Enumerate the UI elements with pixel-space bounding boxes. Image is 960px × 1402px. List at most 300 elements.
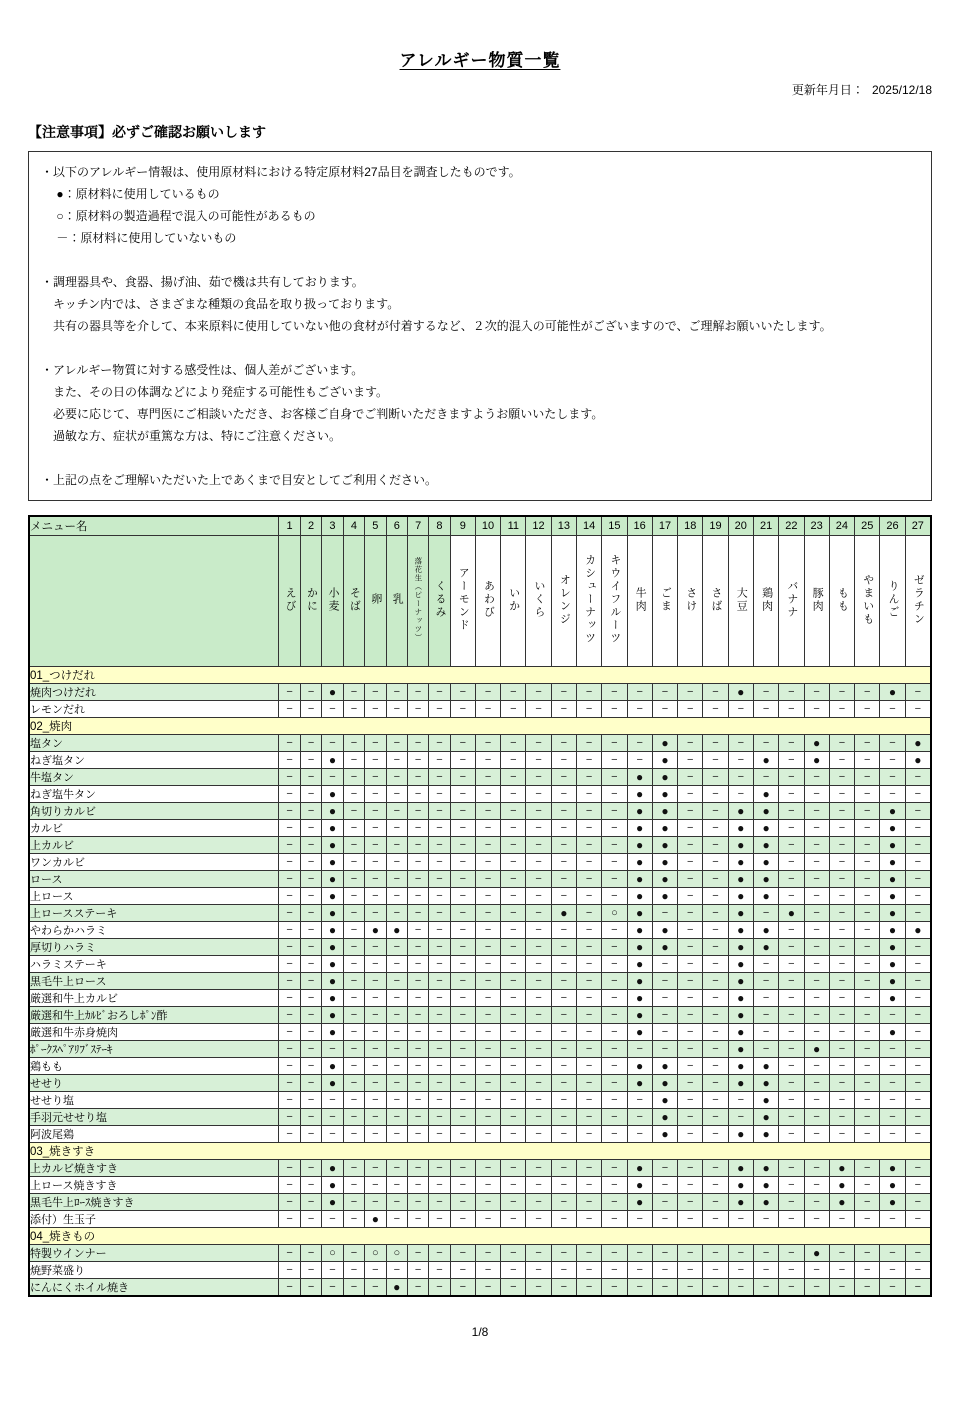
allergen-mark-cell: ●: [753, 1177, 778, 1194]
allergen-mark-cell: −: [678, 922, 703, 939]
allergen-mark-cell: −: [551, 684, 576, 701]
allergen-column-number: 20: [728, 516, 753, 536]
note-line: [41, 447, 919, 469]
menu-item-label: 黒毛牛上ﾛｰｽ焼きすき: [29, 1194, 279, 1211]
allergen-mark-cell: −: [365, 1262, 386, 1279]
allergen-mark-cell: −: [343, 973, 364, 990]
allergen-column-name: [343, 536, 364, 667]
allergen-mark-cell: −: [450, 1177, 475, 1194]
allergen-mark-cell: −: [300, 1007, 321, 1024]
allergen-mark-cell: −: [905, 854, 931, 871]
allergen-mark-cell: −: [576, 1109, 601, 1126]
allergen-column-name: [880, 536, 905, 667]
allergen-mark-cell: −: [526, 1279, 551, 1297]
allergen-mark-cell: −: [576, 684, 601, 701]
allergen-mark-cell: −: [386, 803, 407, 820]
allergen-mark-cell: −: [450, 1211, 475, 1228]
allergen-mark-cell: −: [526, 905, 551, 922]
allergen-mark-cell: ●: [728, 1126, 753, 1143]
allergen-mark-cell: ●: [728, 871, 753, 888]
allergen-mark-cell: −: [829, 854, 854, 871]
allergen-mark-cell: −: [703, 820, 728, 837]
allergen-mark-cell: −: [678, 803, 703, 820]
allergen-column-number: 27: [905, 516, 931, 536]
allergen-mark-cell: −: [408, 905, 429, 922]
allergen-mark-cell: −: [526, 684, 551, 701]
allergen-mark-cell: −: [300, 1126, 321, 1143]
allergen-mark-cell: ●: [728, 1041, 753, 1058]
allergen-mark-cell: −: [279, 752, 300, 769]
allergen-mark-cell: −: [804, 1075, 829, 1092]
allergen-mark-cell: −: [365, 1041, 386, 1058]
allergen-mark-cell: −: [855, 990, 880, 1007]
allergen-mark-cell: ●: [652, 1058, 677, 1075]
menu-item-label: 焼野菜盛り: [29, 1262, 279, 1279]
allergen-mark-cell: −: [703, 1075, 728, 1092]
allergen-mark-cell: −: [804, 786, 829, 803]
menu-row: [29, 837, 931, 854]
allergen-mark-cell: −: [602, 1279, 627, 1297]
allergen-mark-cell: −: [526, 837, 551, 854]
allergen-mark-cell: −: [450, 786, 475, 803]
allergen-mark-cell: −: [576, 820, 601, 837]
allergen-name-vertical-text: カシューナッツ: [583, 554, 596, 645]
allergen-mark-cell: −: [365, 1279, 386, 1297]
allergen-mark-cell: −: [300, 1058, 321, 1075]
allergen-mark-cell: −: [855, 1041, 880, 1058]
allergen-mark-cell: −: [829, 837, 854, 854]
allergen-mark-cell: −: [804, 1211, 829, 1228]
allergen-mark-cell: ●: [652, 752, 677, 769]
allergen-mark-cell: −: [728, 701, 753, 718]
allergen-mark-cell: −: [279, 990, 300, 1007]
note-line: ○：原材料の製造過程で混入の可能性があるもの: [41, 209, 316, 223]
allergen-mark-cell: −: [279, 786, 300, 803]
menu-row: [29, 973, 931, 990]
allergen-mark-cell: −: [450, 854, 475, 871]
menu-item-label: 上カルビ焼きすき: [29, 1160, 279, 1177]
allergen-mark-cell: ●: [322, 786, 343, 803]
note-line: ・調理器具や、食器、揚げ油、茹で機は共有しております。: [41, 275, 364, 289]
allergen-mark-cell: −: [602, 820, 627, 837]
menu-item-label: 阿波尾鶏: [29, 1126, 279, 1143]
allergen-mark-cell: −: [501, 820, 526, 837]
allergen-mark-cell: −: [526, 1245, 551, 1262]
allergen-mark-cell: −: [678, 1177, 703, 1194]
allergen-mark-cell: −: [703, 1024, 728, 1041]
allergen-mark-cell: −: [627, 1245, 652, 1262]
allergen-mark-cell: −: [526, 854, 551, 871]
allergen-mark-cell: −: [703, 1058, 728, 1075]
allergen-mark-cell: −: [551, 854, 576, 871]
allergen-mark-cell: −: [779, 701, 804, 718]
allergen-mark-cell: −: [408, 1160, 429, 1177]
menu-item-label: 牛塩タン: [29, 769, 279, 786]
allergen-mark-cell: −: [300, 888, 321, 905]
allergen-mark-cell: ○: [365, 1245, 386, 1262]
update-date-value: 2025/12/18: [871, 83, 932, 97]
allergen-mark-cell: −: [386, 1126, 407, 1143]
allergen-mark-cell: −: [779, 786, 804, 803]
allergen-mark-cell: −: [365, 837, 386, 854]
allergen-mark-cell: −: [779, 1075, 804, 1092]
allergen-mark-cell: −: [365, 888, 386, 905]
allergen-mark-cell: −: [450, 1075, 475, 1092]
allergen-column-name: [576, 536, 601, 667]
menu-item-label: カルビ: [29, 820, 279, 837]
allergen-mark-cell: −: [551, 1194, 576, 1211]
allergen-mark-cell: −: [386, 769, 407, 786]
allergen-mark-cell: −: [475, 837, 500, 854]
allergen-mark-cell: −: [279, 820, 300, 837]
note-line: 必要に応じて、専門医にご相談いただき、お客様ご自身でご判断いただきますようお願いいたします。: [41, 407, 604, 421]
allergen-column-name: [804, 536, 829, 667]
allergen-mark-cell: ●: [728, 1160, 753, 1177]
allergen-mark-cell: −: [386, 1024, 407, 1041]
allergen-mark-cell: −: [322, 1126, 343, 1143]
allergen-mark-cell: −: [475, 803, 500, 820]
allergen-mark-cell: −: [365, 973, 386, 990]
allergen-mark-cell: −: [475, 1211, 500, 1228]
allergen-mark-cell: −: [678, 1092, 703, 1109]
allergen-mark-cell: −: [450, 905, 475, 922]
allergen-mark-cell: −: [279, 803, 300, 820]
allergen-mark-cell: ●: [880, 1194, 905, 1211]
allergen-mark-cell: −: [300, 922, 321, 939]
allergen-mark-cell: −: [526, 701, 551, 718]
allergen-column-number: 1: [279, 516, 300, 536]
allergen-mark-cell: −: [855, 939, 880, 956]
allergen-mark-cell: −: [779, 820, 804, 837]
allergen-column-number: 19: [703, 516, 728, 536]
allergen-mark-cell: −: [779, 1007, 804, 1024]
allergen-mark-cell: −: [551, 1279, 576, 1297]
allergen-column-number: 15: [602, 516, 627, 536]
allergen-mark-cell: −: [386, 871, 407, 888]
allergen-mark-cell: −: [703, 769, 728, 786]
allergen-mark-cell: −: [322, 1262, 343, 1279]
allergen-column-number: 8: [429, 516, 450, 536]
allergen-name-vertical-text: くるみ: [433, 580, 446, 619]
allergen-mark-cell: −: [279, 1126, 300, 1143]
allergen-mark-cell: −: [322, 769, 343, 786]
allergen-mark-cell: −: [343, 786, 364, 803]
allergen-mark-cell: −: [429, 1024, 450, 1041]
allergen-mark-cell: −: [300, 973, 321, 990]
allergen-mark-cell: ●: [627, 905, 652, 922]
allergen-mark-cell: −: [829, 1092, 854, 1109]
allergen-mark-cell: −: [855, 1075, 880, 1092]
allergen-mark-cell: −: [475, 820, 500, 837]
allergen-mark-cell: −: [576, 769, 601, 786]
allergen-mark-cell: −: [728, 735, 753, 752]
allergen-mark-cell: −: [703, 1245, 728, 1262]
allergen-mark-cell: ●: [322, 871, 343, 888]
allergen-mark-cell: −: [386, 837, 407, 854]
allergen-mark-cell: −: [526, 1177, 551, 1194]
allergen-mark-cell: −: [386, 1194, 407, 1211]
allergen-mark-cell: −: [804, 871, 829, 888]
allergen-mark-cell: −: [322, 1109, 343, 1126]
allergen-mark-cell: −: [365, 1024, 386, 1041]
allergen-mark-cell: −: [343, 1041, 364, 1058]
allergen-mark-cell: −: [703, 1194, 728, 1211]
allergen-mark-cell: −: [703, 1279, 728, 1297]
menu-item-label: せせり: [29, 1075, 279, 1092]
allergen-mark-cell: −: [279, 1194, 300, 1211]
allergen-mark-cell: −: [475, 1279, 500, 1297]
allergen-mark-cell: ●: [627, 1058, 652, 1075]
allergen-mark-cell: −: [602, 701, 627, 718]
note-line: ●：原材料に使用しているもの: [41, 187, 220, 201]
section-row: [29, 1143, 931, 1160]
allergen-column-name: [829, 536, 854, 667]
allergen-mark-cell: −: [602, 1041, 627, 1058]
allergen-mark-cell: −: [343, 888, 364, 905]
allergen-mark-cell: −: [905, 1058, 931, 1075]
allergen-name-vertical-text: 豚肉: [811, 586, 824, 613]
allergen-mark-cell: −: [526, 786, 551, 803]
allergen-mark-cell: ●: [652, 1092, 677, 1109]
menu-row: [29, 939, 931, 956]
menu-item-label: 黒毛牛上ロース: [29, 973, 279, 990]
allergen-mark-cell: −: [300, 871, 321, 888]
allergen-mark-cell: −: [408, 1262, 429, 1279]
allergen-mark-cell: −: [501, 990, 526, 1007]
allergen-mark-cell: −: [829, 1058, 854, 1075]
allergen-mark-cell: −: [804, 1126, 829, 1143]
allergen-mark-cell: ●: [365, 922, 386, 939]
allergen-mark-cell: −: [300, 956, 321, 973]
allergen-mark-cell: −: [829, 684, 854, 701]
allergen-column-name: [855, 536, 880, 667]
allergen-mark-cell: ●: [804, 735, 829, 752]
allergen-mark-cell: −: [829, 1262, 854, 1279]
allergen-mark-cell: −: [779, 1126, 804, 1143]
allergen-mark-cell: ●: [322, 684, 343, 701]
allergen-mark-cell: −: [450, 973, 475, 990]
allergen-mark-cell: −: [526, 871, 551, 888]
allergen-mark-cell: −: [279, 1262, 300, 1279]
menu-item-label: 厳選和牛上ｶﾙﾋﾞおろしﾎﾟﾝ酢: [29, 1007, 279, 1024]
allergen-mark-cell: ●: [880, 888, 905, 905]
allergen-mark-cell: −: [501, 1024, 526, 1041]
allergen-mark-cell: −: [408, 888, 429, 905]
allergen-mark-cell: −: [365, 990, 386, 1007]
allergen-mark-cell: −: [526, 803, 551, 820]
allergen-mark-cell: −: [365, 871, 386, 888]
allergen-mark-cell: −: [753, 1262, 778, 1279]
allergen-mark-cell: −: [576, 1194, 601, 1211]
allergen-mark-cell: −: [501, 1194, 526, 1211]
allergen-mark-cell: −: [703, 1126, 728, 1143]
allergen-mark-cell: −: [678, 973, 703, 990]
allergen-mark-cell: −: [475, 888, 500, 905]
allergen-mark-cell: −: [602, 1007, 627, 1024]
allergen-mark-cell: −: [475, 1007, 500, 1024]
allergen-mark-cell: −: [703, 1041, 728, 1058]
allergen-mark-cell: −: [450, 1041, 475, 1058]
allergen-mark-cell: −: [829, 1245, 854, 1262]
allergen-mark-cell: −: [408, 1109, 429, 1126]
allergen-mark-cell: −: [703, 905, 728, 922]
allergen-mark-cell: −: [678, 905, 703, 922]
allergen-mark-cell: −: [829, 990, 854, 1007]
menu-item-label: 特製ウインナー: [29, 1245, 279, 1262]
allergen-mark-cell: ●: [753, 1058, 778, 1075]
allergen-mark-cell: −: [678, 1245, 703, 1262]
allergen-mark-cell: −: [905, 786, 931, 803]
allergen-mark-cell: −: [429, 854, 450, 871]
menu-row: [29, 1262, 931, 1279]
allergen-mark-cell: −: [905, 1160, 931, 1177]
allergen-mark-cell: −: [576, 1075, 601, 1092]
allergen-mark-cell: −: [855, 820, 880, 837]
menu-item-label: ねぎ塩牛タン: [29, 786, 279, 803]
allergen-mark-cell: −: [905, 1109, 931, 1126]
allergen-mark-cell: −: [753, 1245, 778, 1262]
allergen-mark-cell: −: [855, 1007, 880, 1024]
allergen-mark-cell: −: [365, 1126, 386, 1143]
allergen-mark-cell: −: [365, 1109, 386, 1126]
allergen-mark-cell: ●: [728, 1075, 753, 1092]
menu-name-header: メニュー名: [29, 516, 279, 536]
allergen-mark-cell: −: [408, 786, 429, 803]
allergen-mark-cell: −: [300, 752, 321, 769]
allergen-mark-cell: −: [855, 905, 880, 922]
allergen-mark-cell: −: [526, 990, 551, 1007]
allergen-mark-cell: −: [475, 939, 500, 956]
allergen-mark-cell: ●: [652, 837, 677, 854]
allergen-mark-cell: −: [753, 1279, 778, 1297]
allergen-mark-cell: ●: [728, 803, 753, 820]
allergen-mark-cell: −: [728, 1211, 753, 1228]
allergen-mark-cell: −: [300, 1024, 321, 1041]
note-line: また、その日の体調などにより発症する可能性もございます。: [41, 385, 389, 399]
allergen-mark-cell: −: [365, 1092, 386, 1109]
allergen-mark-cell: −: [300, 1075, 321, 1092]
allergen-mark-cell: −: [551, 922, 576, 939]
allergen-mark-cell: −: [343, 905, 364, 922]
allergen-mark-cell: −: [450, 1058, 475, 1075]
allergen-mark-cell: −: [279, 1092, 300, 1109]
allergen-mark-cell: −: [678, 1262, 703, 1279]
allergen-mark-cell: −: [652, 684, 677, 701]
allergen-mark-cell: −: [343, 871, 364, 888]
allergen-mark-cell: −: [343, 752, 364, 769]
allergen-mark-cell: −: [429, 956, 450, 973]
allergen-mark-cell: −: [779, 1279, 804, 1297]
allergen-mark-cell: −: [450, 922, 475, 939]
allergen-mark-cell: −: [365, 820, 386, 837]
allergen-mark-cell: −: [551, 1092, 576, 1109]
allergen-mark-cell: −: [475, 701, 500, 718]
allergen-mark-cell: −: [279, 837, 300, 854]
allergen-mark-cell: −: [829, 701, 854, 718]
allergen-mark-cell: −: [343, 1160, 364, 1177]
allergen-mark-cell: −: [526, 1262, 551, 1279]
allergen-mark-cell: −: [602, 837, 627, 854]
allergen-mark-cell: −: [365, 803, 386, 820]
allergen-mark-cell: −: [652, 1007, 677, 1024]
allergen-mark-cell: −: [551, 871, 576, 888]
allergen-column-name: [279, 536, 300, 667]
allergen-mark-cell: ●: [322, 905, 343, 922]
allergen-mark-cell: −: [279, 854, 300, 871]
allergen-mark-cell: −: [475, 1041, 500, 1058]
allergen-mark-cell: −: [300, 1245, 321, 1262]
allergen-mark-cell: −: [279, 1245, 300, 1262]
allergen-mark-cell: −: [450, 888, 475, 905]
allergen-mark-cell: −: [551, 990, 576, 1007]
allergen-mark-cell: −: [779, 1041, 804, 1058]
allergen-column-name: [526, 536, 551, 667]
allergen-mark-cell: −: [551, 1126, 576, 1143]
allergen-name-vertical-text: 卵: [369, 593, 382, 606]
menu-row: [29, 701, 931, 718]
allergen-mark-cell: −: [855, 1160, 880, 1177]
allergen-column-number: 3: [322, 516, 343, 536]
allergen-mark-cell: ●: [627, 854, 652, 871]
allergen-mark-cell: −: [386, 1262, 407, 1279]
allergen-mark-cell: −: [602, 803, 627, 820]
allergen-mark-cell: −: [386, 1075, 407, 1092]
allergen-mark-cell: −: [576, 871, 601, 888]
allergen-mark-cell: −: [880, 1041, 905, 1058]
allergen-mark-cell: −: [551, 1024, 576, 1041]
allergen-mark-cell: −: [475, 956, 500, 973]
allergen-mark-cell: −: [475, 1126, 500, 1143]
allergen-mark-cell: ●: [753, 803, 778, 820]
allergen-mark-cell: ●: [728, 1177, 753, 1194]
allergen-mark-cell: −: [855, 922, 880, 939]
allergen-mark-cell: −: [652, 990, 677, 1007]
allergen-mark-cell: ●: [322, 888, 343, 905]
section-title: 02_焼肉: [29, 718, 931, 735]
allergen-mark-cell: ●: [753, 820, 778, 837]
allergen-mark-cell: ●: [322, 1007, 343, 1024]
allergen-mark-cell: −: [804, 922, 829, 939]
allergen-mark-cell: −: [905, 1245, 931, 1262]
menu-row: [29, 1024, 931, 1041]
allergen-mark-cell: −: [905, 1194, 931, 1211]
allergen-mark-cell: ●: [322, 803, 343, 820]
allergen-mark-cell: ●: [322, 854, 343, 871]
allergen-mark-cell: ●: [753, 854, 778, 871]
allergen-mark-cell: −: [429, 752, 450, 769]
allergen-mark-cell: ●: [652, 1126, 677, 1143]
allergen-mark-cell: −: [779, 1194, 804, 1211]
menu-item-label: にんにくホイル焼き: [29, 1279, 279, 1297]
allergen-mark-cell: −: [551, 973, 576, 990]
menu-item-label: 上ロースステーキ: [29, 905, 279, 922]
menu-row: [29, 820, 931, 837]
allergen-mark-cell: ●: [753, 1194, 778, 1211]
allergen-mark-cell: ●: [652, 735, 677, 752]
allergen-mark-cell: −: [804, 990, 829, 1007]
allergen-mark-cell: −: [300, 803, 321, 820]
allergen-mark-cell: ●: [322, 939, 343, 956]
allergen-mark-cell: −: [279, 1279, 300, 1297]
menu-item-label: 上ロース焼きすき: [29, 1177, 279, 1194]
allergen-mark-cell: −: [880, 752, 905, 769]
allergen-mark-cell: −: [429, 837, 450, 854]
allergen-mark-cell: −: [501, 837, 526, 854]
allergen-mark-cell: −: [779, 973, 804, 990]
allergen-mark-cell: −: [602, 1109, 627, 1126]
allergen-mark-cell: −: [429, 1058, 450, 1075]
allergen-mark-cell: −: [779, 752, 804, 769]
